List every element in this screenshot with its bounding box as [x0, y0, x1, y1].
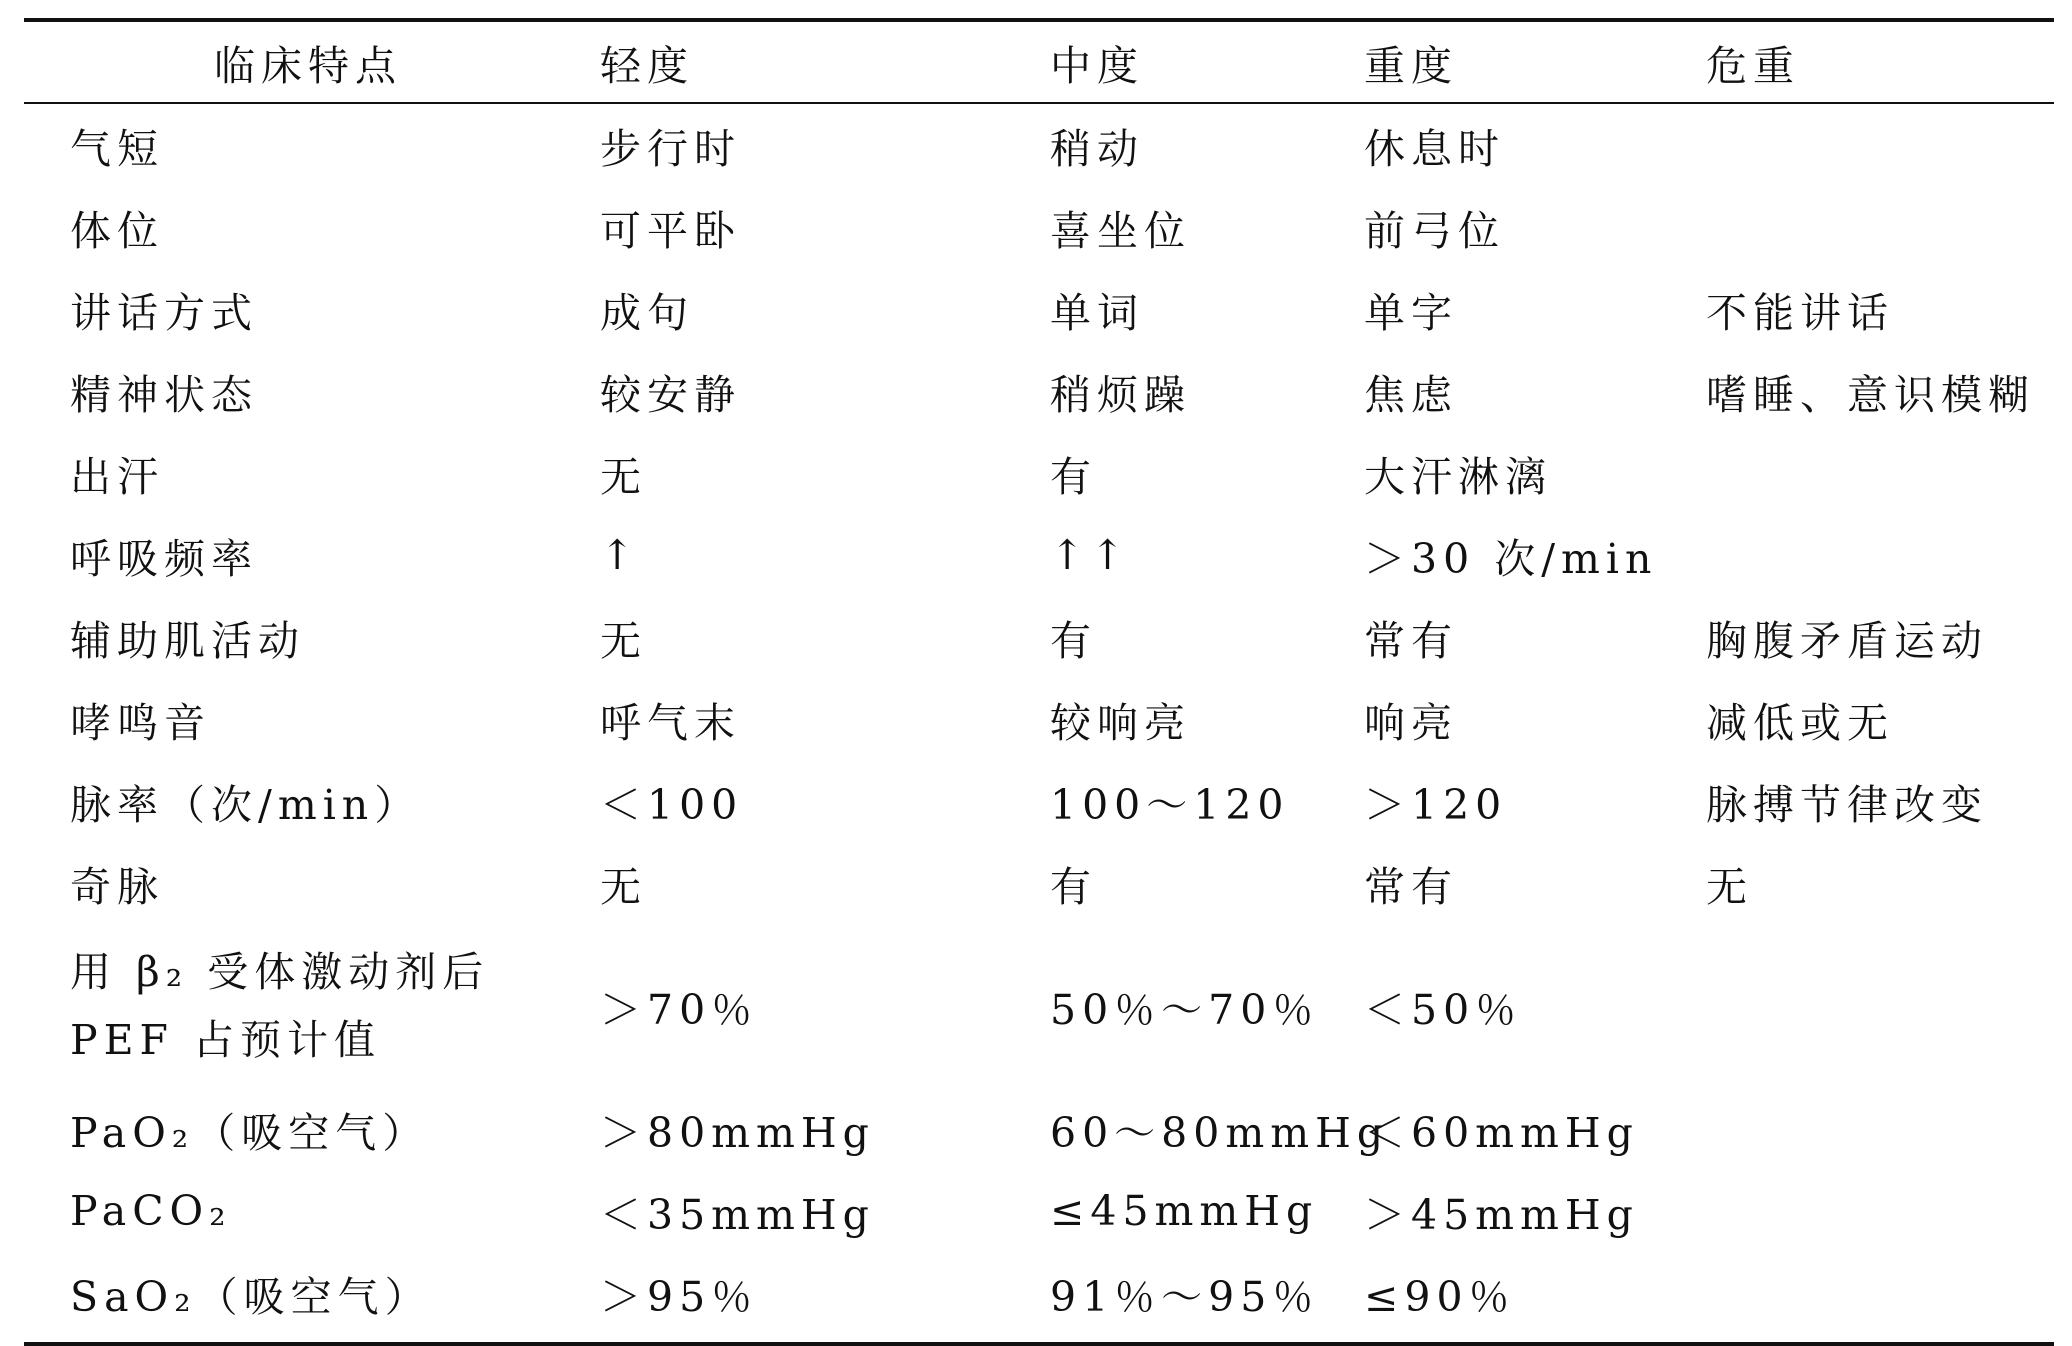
- header-cell: 中度: [1050, 41, 1144, 90]
- header-cell: 重度: [1364, 41, 1458, 90]
- table-cell: [1706, 1088, 2054, 1170]
- table-row: [24, 1088, 2054, 1170]
- table-cell: ＞30 次/min: [1364, 534, 1658, 583]
- table-cell: [1706, 186, 2054, 268]
- table-cell: 奇脉: [70, 862, 164, 911]
- table-cell: 可平卧: [600, 206, 741, 255]
- up-arrow-icon: ↑: [600, 531, 641, 579]
- header-cell: 危重: [1706, 41, 1800, 90]
- table-cell: [1706, 1170, 2054, 1252]
- table-cell: 50％～70％: [1050, 985, 1320, 1034]
- table-row: [24, 1252, 2054, 1334]
- header-cell: 轻度: [600, 41, 694, 90]
- table-cell: PaCO₂: [70, 1187, 232, 1235]
- table-header-row: [24, 22, 2054, 102]
- table-cell: ＜35mmHg: [600, 1190, 875, 1239]
- table-cell: ≤45mmHg: [1050, 1187, 1319, 1235]
- table-row: [24, 104, 2054, 186]
- table-cell: ＞70％: [600, 985, 759, 1034]
- table-cell: 无: [1706, 862, 1753, 911]
- table-cell: 哮鸣音: [70, 698, 211, 747]
- table-cell: 呼吸频率: [70, 534, 258, 583]
- table-row: [24, 268, 2054, 350]
- table-cell: 胸腹矛盾运动: [1706, 616, 1988, 665]
- table-cell: 有: [1050, 862, 1097, 911]
- table-cell: 有: [1050, 452, 1097, 501]
- table-cell: PaO₂（吸空气）: [70, 1108, 430, 1157]
- table-cell: 前弓位: [1364, 206, 1505, 255]
- double-up-arrow-icon: ↑↑: [1050, 531, 1131, 579]
- table-cell: 稍动: [1050, 124, 1144, 173]
- table-cell: 有: [1050, 616, 1097, 665]
- table-cell: 脉率（次/min）: [70, 780, 422, 829]
- table-cell: 脉搏节律改变: [1706, 780, 1988, 829]
- table-cell: 单字: [1364, 288, 1458, 337]
- table-bottom-rule: [24, 1342, 2054, 1346]
- table-cell: 辅助肌活动: [70, 616, 305, 665]
- table-cell: 用 β₂ 受体激动剂后 PEF 占预计值: [70, 948, 490, 1064]
- table-cell: 91％～95％: [1050, 1272, 1320, 1321]
- table-cell: 较响亮: [1050, 698, 1191, 747]
- table-cell: 无: [600, 862, 647, 911]
- table-cell: 常有: [1364, 616, 1458, 665]
- table-cell: 成句: [600, 288, 694, 337]
- table-cell: [1706, 924, 2054, 1088]
- table-cell: [1706, 1252, 2054, 1334]
- table-cell: 响亮: [1364, 698, 1458, 747]
- table-cell: 较安静: [600, 370, 741, 419]
- table-cell: 体位: [70, 206, 164, 255]
- table-cell: ＞120: [1364, 780, 1508, 829]
- table-cell: 焦虑: [1364, 370, 1458, 419]
- table-cell: 休息时: [1364, 124, 1505, 173]
- table-cell: ≤90％: [1364, 1272, 1516, 1321]
- table-cell: 呼气末: [600, 698, 741, 747]
- table-cell: [1706, 514, 2054, 596]
- table-row: [24, 432, 2054, 514]
- table-cell: [1706, 432, 2054, 514]
- table-row: [24, 186, 2054, 268]
- table-cell: 常有: [1364, 862, 1458, 911]
- table-row: [24, 1170, 2054, 1252]
- table-row: [24, 924, 2054, 1088]
- table-row: [24, 678, 2054, 760]
- table-cell: 60～80mmHg: [1050, 1108, 1390, 1157]
- table-cell: ＞80mmHg: [600, 1108, 875, 1157]
- table-bottom-padding: [24, 1334, 2054, 1342]
- table-cell: 出汗: [70, 452, 164, 501]
- table-row: [24, 596, 2054, 678]
- table-cell: 100～120: [1050, 780, 1290, 829]
- table-cell: 稍烦躁: [1050, 370, 1191, 419]
- table-cell: ＜50％: [1364, 985, 1523, 1034]
- table-cell: 嗜睡、意识模糊: [1706, 370, 2035, 419]
- table-cell: 无: [600, 452, 647, 501]
- table-cell: 精神状态: [70, 370, 258, 419]
- table-cell: 喜坐位: [1050, 206, 1191, 255]
- table-row: [24, 760, 2054, 842]
- table-cell: 讲话方式: [70, 288, 258, 337]
- table-cell: 无: [600, 616, 647, 665]
- table-row: [24, 350, 2054, 432]
- severity-table: [24, 18, 2054, 1346]
- table-cell: 步行时: [600, 124, 741, 173]
- table-cell: SaO₂（吸空气）: [70, 1272, 432, 1321]
- table-cell: ＞95％: [600, 1272, 759, 1321]
- table-cell: 单词: [1050, 288, 1144, 337]
- table-row: [24, 514, 2054, 596]
- table-cell: 减低或无: [1706, 698, 1894, 747]
- table-cell: 不能讲话: [1706, 288, 1894, 337]
- table-cell: ＜60mmHg: [1364, 1108, 1639, 1157]
- table-row: [24, 842, 2054, 924]
- table-cell: ＜100: [600, 780, 744, 829]
- header-cell: 临床特点: [214, 41, 402, 90]
- table-cell: ＞45mmHg: [1364, 1190, 1639, 1239]
- table-cell: [1706, 104, 2054, 186]
- table-cell: 大汗淋漓: [1364, 452, 1552, 501]
- table-cell: 气短: [70, 124, 164, 173]
